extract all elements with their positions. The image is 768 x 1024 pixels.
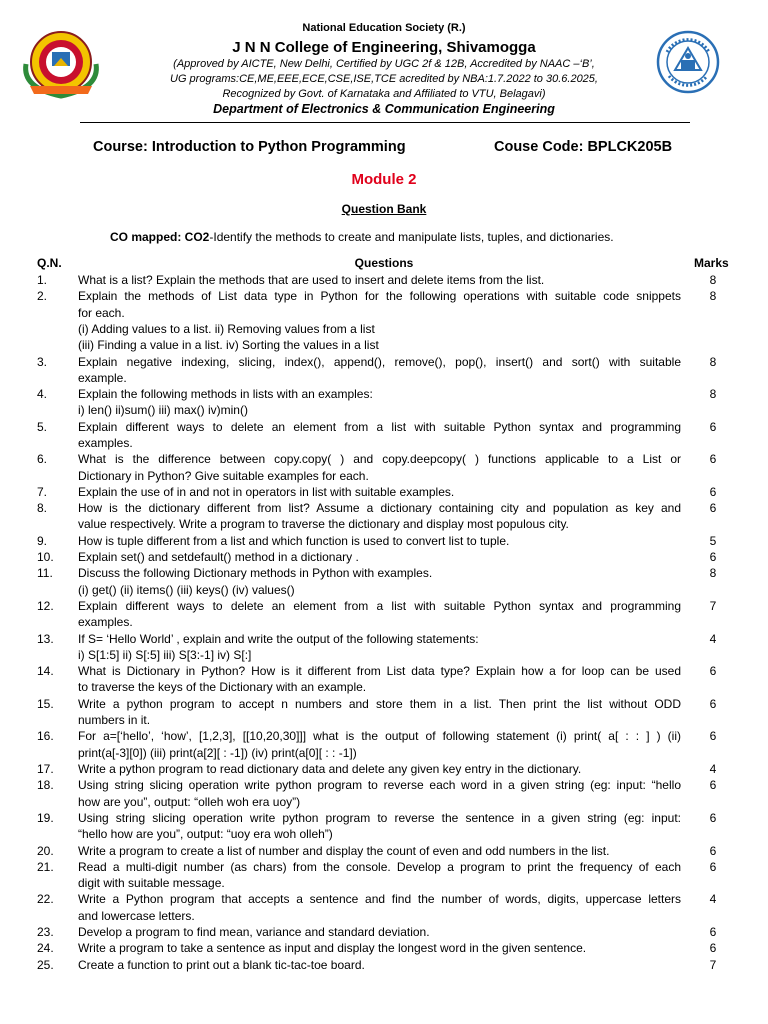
question-number: 6.	[37, 452, 48, 467]
question-number: 2.	[37, 289, 48, 304]
question-text	[78, 859, 681, 892]
question-line: examples.	[78, 615, 133, 630]
question-number: 9.	[37, 533, 48, 548]
question-line: Create a function to print out a blank tic-tac-toe board.	[78, 957, 365, 972]
question-text	[78, 386, 681, 419]
question-number: 13.	[37, 631, 54, 646]
question-number: 15.	[37, 696, 54, 711]
question-marks: 4	[709, 892, 717, 907]
question-line: Using string slicing operation write python program to reverse each word in a given string (eg: input: “hello	[78, 778, 681, 793]
question-line: print(a[-3][0]) (iii) print(a[2][ : -1]) (iv) print(a[0][ : : -1])	[78, 745, 357, 760]
question-line: What is a list? Explain the methods that are used to insert and delete items from the list.	[78, 273, 545, 287]
question-line: How is tuple different from a list and which function is used to convert list to tuple.	[78, 533, 510, 548]
question-marks: 6	[709, 419, 717, 434]
question-number: 24.	[37, 941, 54, 956]
question-marks: 6	[709, 843, 717, 858]
question-line: digit with suitable message.	[78, 876, 225, 891]
course-title: Course: Introduction to Python Programming	[93, 139, 406, 155]
question-marks: 6	[709, 501, 717, 516]
question-marks: 6	[709, 859, 717, 874]
question-text	[78, 891, 681, 924]
question-text	[78, 354, 681, 387]
question-text	[78, 761, 681, 777]
header-marks: Marks	[694, 256, 729, 270]
question-text	[78, 451, 681, 484]
question-number: 17.	[37, 762, 54, 776]
question-line: example.	[78, 370, 127, 385]
question-line: Explain negative indexing, slicing, index(), append(), remove(), pop(), insert() and sort() with suitable	[78, 354, 681, 369]
question-marks: 6	[709, 810, 717, 825]
question-marks: 8	[709, 566, 717, 581]
question-line: Discuss the following Dictionary methods in Python with examples.	[78, 566, 433, 581]
question-line: If S= ‘Hello World’ , explain and write the output of the following statements:	[78, 631, 479, 646]
question-text	[78, 598, 681, 631]
question-line: Write a python program to read dictionary data and delete any given key entry in the dictionary.	[78, 762, 582, 776]
question-number: 19.	[37, 810, 54, 825]
question-number: 10.	[37, 550, 54, 565]
question-number: 25.	[37, 957, 54, 972]
question-number: 23.	[37, 925, 54, 939]
question-marks: 8	[709, 354, 717, 369]
header-qn: Q.N.	[37, 256, 62, 270]
question-text	[78, 533, 681, 549]
question-marks: 6	[709, 925, 717, 939]
question-line: value respectively. Write a program to traverse the dictionary and display most populous city.	[78, 517, 569, 532]
question-line: for each.	[78, 305, 125, 320]
question-number: 16.	[37, 729, 54, 744]
question-line: How is the dictionary different from list? Assume a dictionary containing city and population as key and	[78, 501, 681, 516]
question-text	[78, 565, 681, 598]
question-number: 21.	[37, 859, 54, 874]
question-line: and lowercase letters.	[78, 908, 195, 923]
question-number: 14.	[37, 664, 54, 679]
question-text	[78, 288, 681, 353]
question-number: 8.	[37, 501, 48, 516]
question-line: What is the difference between copy.copy( ) and copy.deepcopy( ) functions applicable to a List or	[78, 452, 681, 467]
question-number: 12.	[37, 599, 54, 613]
question-text	[78, 777, 681, 810]
question-line: Write a program to take a sentence as input and display the longest word in the given sentence.	[78, 941, 587, 956]
question-text	[78, 500, 681, 533]
question-line: Develop a program to find mean, variance and standard deviation.	[78, 925, 430, 939]
society-name: National Education Society (R.)	[302, 22, 466, 34]
question-line: Write a python program to accept n numbers and store them in a list. Then print the list without ODD	[78, 696, 681, 711]
header-divider	[80, 122, 690, 123]
course-code: Couse Code: BPLCK205B	[494, 139, 673, 155]
question-line: how are you”, output: “olleh woh era uoy”)	[78, 794, 301, 809]
question-line: (i) get() (ii) items() (iii) keys() (iv) values()	[78, 582, 295, 597]
co-mapped	[110, 230, 614, 244]
question-text	[78, 272, 681, 288]
question-marks: 4	[709, 631, 717, 646]
question-text	[78, 728, 681, 761]
module-title: Module 2	[351, 171, 417, 188]
question-line: Using string slicing operation write python program to reverse the sentence in a given string (eg: input:	[78, 810, 681, 825]
question-marks: 6	[709, 729, 717, 744]
question-bank-label: Question Bank	[341, 202, 427, 216]
question-number: 11.	[37, 566, 53, 581]
question-text	[78, 663, 681, 696]
question-text	[78, 810, 681, 843]
question-line: Read a multi-digit number (as chars) from the console. Develop a program to print the frequency of each	[78, 859, 681, 874]
question-marks: 7	[709, 599, 717, 613]
question-line: (iii) Finding a value in a list. iv) Sorting the values in a list	[78, 338, 379, 353]
question-number: 4.	[37, 387, 48, 402]
question-number: 5.	[37, 419, 48, 434]
question-marks: 8	[709, 387, 717, 402]
question-text	[78, 549, 681, 565]
question-marks: 6	[709, 941, 717, 956]
question-line: Explain different ways to delete an element from a list with suitable Python syntax and programming	[78, 599, 681, 613]
question-marks: 8	[709, 273, 717, 287]
question-marks: 6	[709, 452, 717, 467]
question-marks: 5	[709, 533, 717, 548]
question-line: Dictionary in Python? Give suitable examples for each.	[78, 468, 369, 483]
question-line: numbers in it.	[78, 713, 151, 728]
question-marks: 7	[709, 957, 717, 972]
question-number: 20.	[37, 843, 54, 858]
approval-line-2: UG programs:CE,ME,EEE,ECE,CSE,ISE,TCE acredited by NBA:1.7.2022 to 30.6.2025,	[170, 73, 598, 85]
question-number: 22.	[37, 892, 54, 907]
approval-line-1: (Approved by AICTE, New Delhi, Certified by UGC 2f & 12B, Accredited by NAAC –‘B’,	[173, 58, 595, 70]
question-text	[78, 631, 681, 664]
question-number: 18.	[37, 778, 54, 793]
co-prefix: CO mapped: CO2	[110, 230, 210, 244]
question-marks: 6	[709, 550, 717, 565]
question-line: For a=[‘hello’, ‘how’, [1,2,3], [[10,20,30]]] what is the output of following statement (i) print( a[ : : ] ) (ii)	[78, 729, 681, 744]
question-line: Explain set() and setdefault() method in a dictionary .	[78, 550, 359, 565]
question-line: “hello how are you”, output: “uoy era woh olleh”)	[78, 827, 333, 842]
question-text	[78, 696, 681, 729]
question-line: Explain the use of in and not in operators in list with suitable examples.	[78, 484, 455, 499]
approval-line-3: Recognized by Govt. of Karnataka and Affiliated to VTU, Belagavi)	[222, 88, 546, 100]
question-line: Explain different ways to delete an element from a list with suitable Python syntax and programming	[78, 419, 681, 434]
question-text	[78, 484, 681, 500]
question-text	[78, 940, 681, 956]
question-marks: 6	[709, 696, 717, 711]
question-number: 3.	[37, 354, 48, 369]
question-marks: 6	[709, 778, 717, 793]
department-name: Department of Electronics & Communication Engineering	[213, 102, 555, 116]
question-text	[78, 924, 681, 940]
question-text	[78, 957, 681, 973]
question-line: i) S[1:5] ii) S[:5] iii) S[3:-1] iv) S[:]	[78, 647, 252, 662]
question-text	[78, 843, 681, 859]
question-line: to traverse the keys of the Dictionary with an example.	[78, 680, 367, 695]
question-line: Write a program to create a list of number and display the count of even and odd numbers in the list.	[78, 843, 610, 858]
question-line: What is Dictionary in Python? How is it different from List data type? Explain how a for loop can be used	[78, 664, 681, 679]
co-text: -Identify the methods to create and manipulate lists, tuples, and dictionaries.	[209, 230, 614, 244]
question-marks: 6	[709, 664, 717, 679]
question-number: 7.	[37, 484, 48, 499]
question-line: Write a Python program that accepts a sentence and find the number of words, digits, uppercase letters	[78, 892, 681, 907]
college-name: J N N College of Engineering, Shivamogga	[232, 39, 536, 56]
question-marks: 8	[709, 289, 717, 304]
question-marks: 6	[709, 484, 717, 499]
question-text	[78, 419, 681, 452]
question-marks: 4	[709, 762, 717, 776]
question-line: Explain the methods of List data type in Python for the following operations with suitable code snippets	[78, 289, 681, 304]
question-line: Explain the following methods in lists with an examples:	[78, 387, 373, 402]
header-questions: Questions	[354, 256, 414, 270]
question-line: examples.	[78, 435, 133, 450]
question-line: i) len() ii)sum() iii) max() iv)min()	[78, 403, 248, 418]
question-line: (i) Adding values to a list. ii) Removing values from a list	[78, 321, 375, 336]
question-number: 1.	[37, 273, 48, 287]
